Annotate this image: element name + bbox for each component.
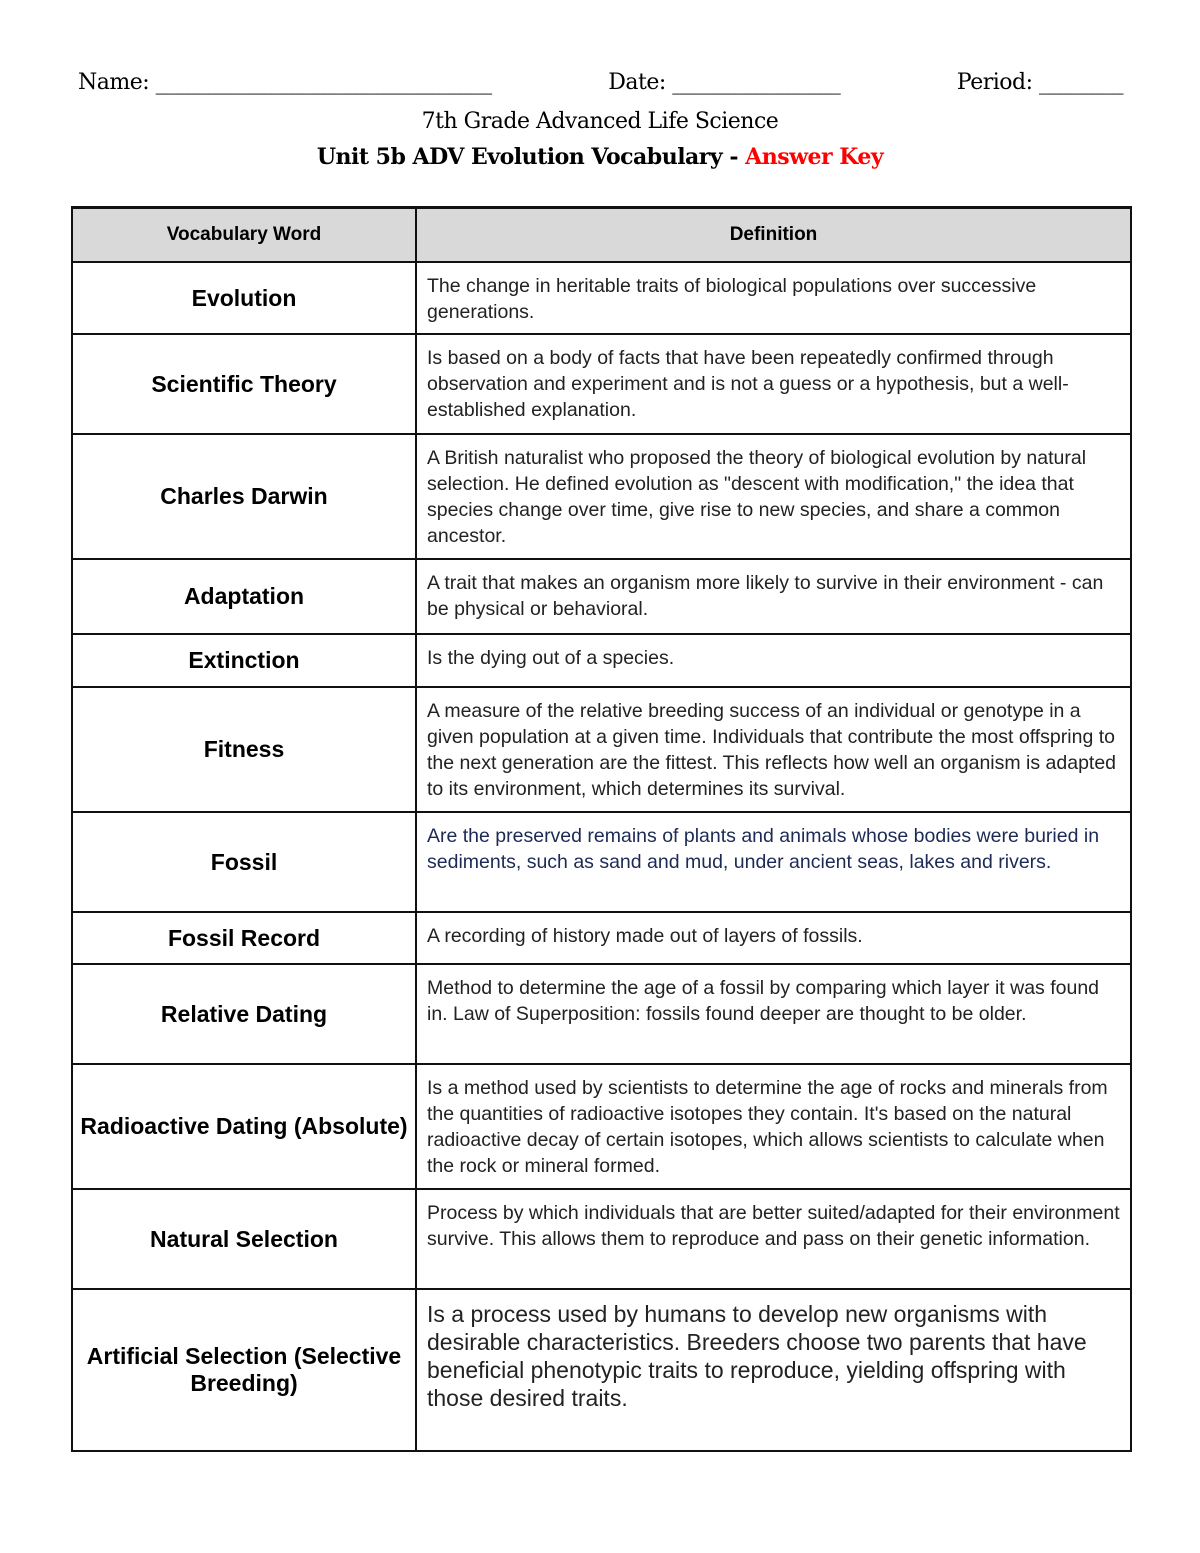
- column-header-word: Vocabulary Word: [72, 208, 416, 263]
- student-info-line: [78, 70, 1123, 95]
- vocab-definition: The change in heritable traits of biological populations over successive generations.: [416, 262, 1131, 334]
- vocab-definition: Are the preserved remains of plants and animals whose bodies were buried in sediments, such as sand and mud, under ancient seas, lakes and rivers.: [416, 812, 1131, 912]
- table-row: [72, 262, 1131, 334]
- vocab-definition: A measure of the relative breeding success of an individual or genotype in a given population at a given time. Individuals that contribute the most offspring to the next generation are the fittest. This reflects how well an organism is adapted to its environment, which determines its survival.: [416, 687, 1131, 812]
- table-row: [72, 1289, 1131, 1451]
- table-row: [72, 687, 1131, 812]
- title-text: Unit 5b ADV Evolution Vocabulary -: [316, 144, 746, 170]
- period-field[interactable]: Period: ________: [956, 70, 1123, 95]
- vocab-definition: Is a method used by scientists to determine the age of rocks and minerals from the quantities of radioactive isotopes they contain. It's based on the natural radioactive decay of certain isotopes, which allows scientists to calculate when the rock or mineral formed.: [416, 1064, 1131, 1189]
- table-row: [72, 964, 1131, 1064]
- table-row: [72, 634, 1131, 687]
- vocab-word: Fossil: [72, 812, 416, 912]
- table-row: [72, 1064, 1131, 1189]
- worksheet-title: [0, 144, 1200, 170]
- table-row: [72, 912, 1131, 964]
- table-row: [72, 434, 1131, 559]
- vocab-word: Relative Dating: [72, 964, 416, 1064]
- answer-key-label: Answer Key: [745, 144, 884, 170]
- vocab-word: Artificial Selection (Selective Breeding): [72, 1289, 416, 1451]
- table-row: [72, 334, 1131, 434]
- vocab-definition: Is based on a body of facts that have been repeatedly confirmed through observation and experiment and is not a guess or a hypothesis, but a well-established explanation.: [416, 334, 1131, 434]
- vocab-definition: Is a process used by humans to develop new organisms with desirable characteristics. Breeders choose two parents that have beneficial phenotypic traits to reproduce, yielding offspring with those desired traits.: [416, 1289, 1131, 1451]
- vocab-definition: Process by which individuals that are better suited/adapted for their environment survive. This allows them to reproduce and pass on their genetic information.: [416, 1189, 1131, 1289]
- vocab-word: Charles Darwin: [72, 434, 416, 559]
- name-field[interactable]: Name: ________________________________: [78, 70, 492, 95]
- vocab-word: Scientific Theory: [72, 334, 416, 434]
- vocab-word: Adaptation: [72, 559, 416, 634]
- vocab-word: Fossil Record: [72, 912, 416, 964]
- table-header-row: [72, 208, 1131, 263]
- table-row: [72, 1189, 1131, 1289]
- vocab-definition: A British naturalist who proposed the theory of biological evolution by natural selection. He defined evolution as "descent with modification," the idea that species change over time, give rise to new species, and share a common ancestor.: [416, 434, 1131, 559]
- vocab-definition: Is the dying out of a species.: [416, 634, 1131, 687]
- column-header-definition: Definition: [416, 208, 1131, 263]
- vocab-word: Evolution: [72, 262, 416, 334]
- vocab-definition: A recording of history made out of layers of fossils.: [416, 912, 1131, 964]
- course-title: 7th Grade Advanced Life Science: [421, 109, 779, 134]
- vocab-definition: Method to determine the age of a fossil by comparing which layer it was found in. Law of Superposition: fossils found deeper are thought to be older.: [416, 964, 1131, 1064]
- vocab-word: Fitness: [72, 687, 416, 812]
- vocab-word: Natural Selection: [72, 1189, 416, 1289]
- vocab-definition: A trait that makes an organism more likely to survive in their environment - can be physical or behavioral.: [416, 559, 1131, 634]
- table-row: [72, 559, 1131, 634]
- vocab-word: Extinction: [72, 634, 416, 687]
- date-field[interactable]: Date: ________________: [608, 70, 841, 95]
- vocabulary-table: [71, 206, 1132, 1452]
- table-row: [72, 812, 1131, 912]
- vocab-word: Radioactive Dating (Absolute): [72, 1064, 416, 1189]
